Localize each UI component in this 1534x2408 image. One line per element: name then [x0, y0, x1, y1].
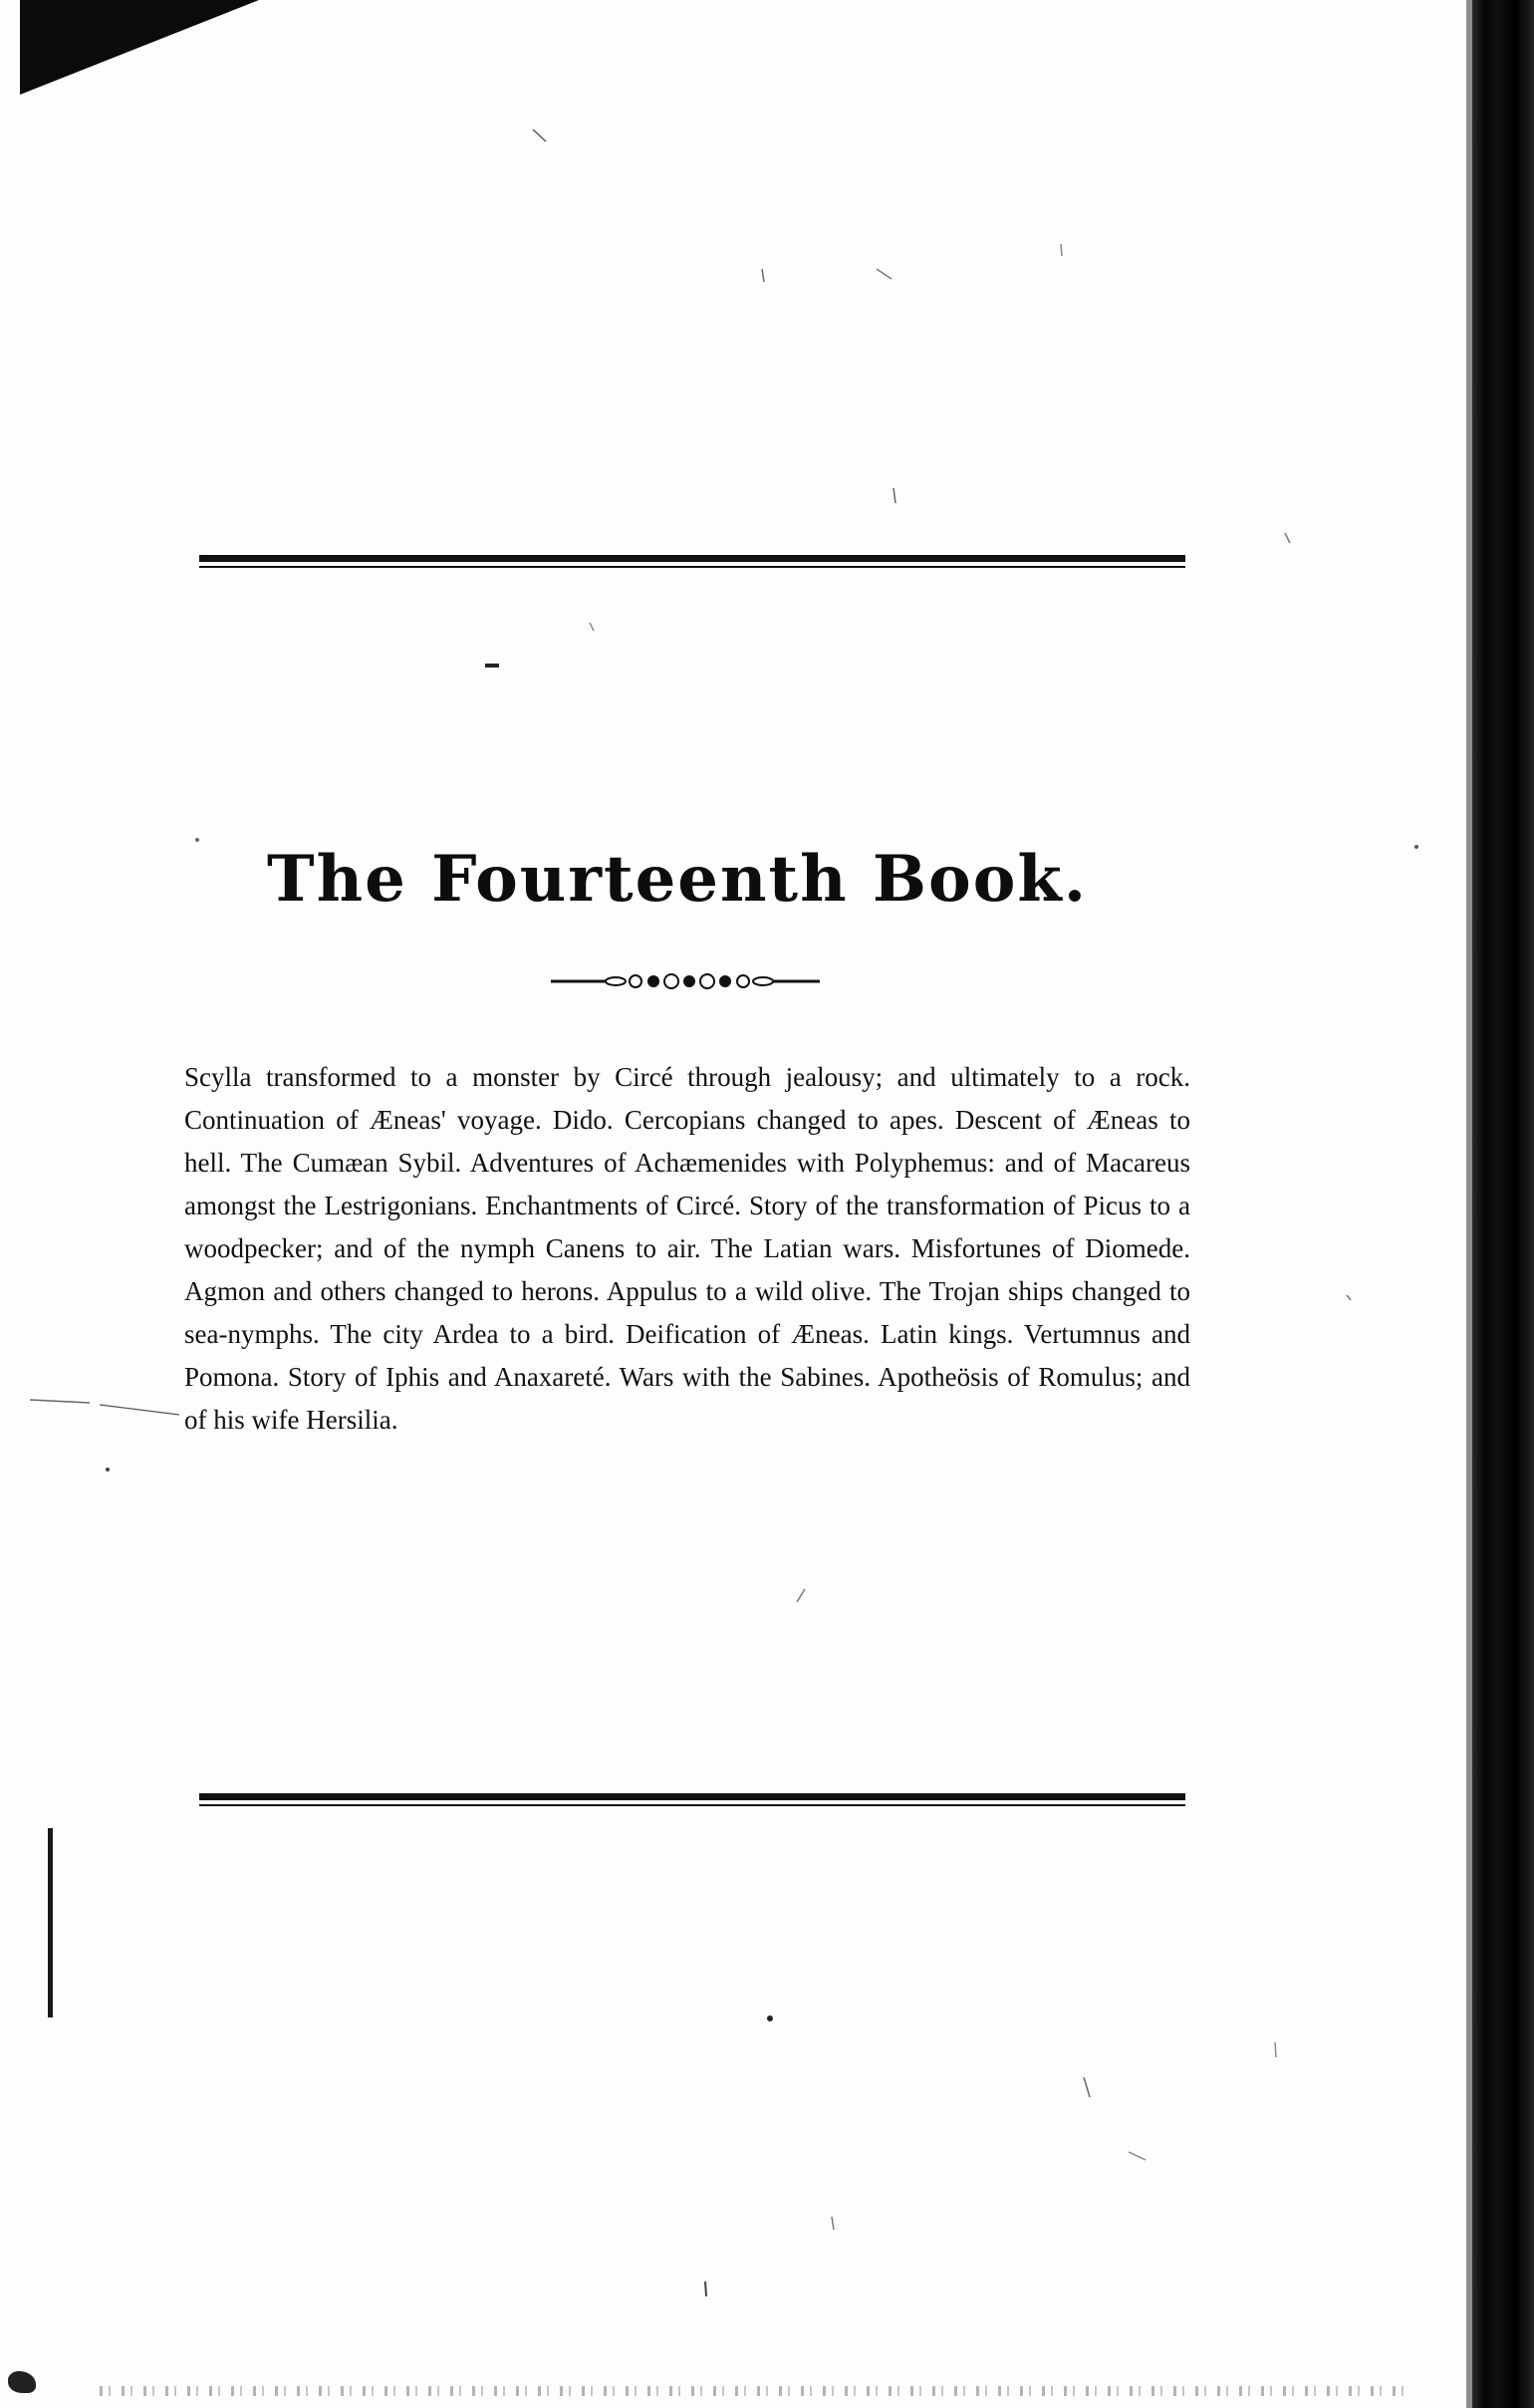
- book-title: The Fourteenth Book.: [266, 842, 1089, 917]
- ornament-icon: [551, 971, 820, 991]
- top-double-rule: [199, 555, 1185, 568]
- stray-dash: [485, 664, 499, 668]
- bottom-rule-thin: [199, 1804, 1185, 1806]
- corner-ink-blot: [20, 0, 259, 95]
- title-ornament: [551, 971, 820, 991]
- bottom-scan-noise: [100, 2386, 1414, 2396]
- left-margin-mark: [48, 1828, 53, 2017]
- top-rule-thin: [199, 566, 1185, 568]
- bottom-ink-blot: [8, 2371, 36, 2393]
- bottom-rule-thick: [199, 1793, 1185, 1800]
- scan-spine-edge: [1472, 0, 1534, 2408]
- top-rule-thick: [199, 555, 1185, 562]
- bottom-double-rule: [199, 1793, 1185, 1806]
- book-argument: Scylla transformed to a monster by Circé through jealousy; and ultimately to a rock. Continuation of Æneas' voyage. Dido. Cercopians changed to apes. Descent of Æneas to hell. The Cumæan Sybil. Adventures of Achæmenides with Polyphemus: and of Macareus amongst the Lestrigonians. Enchantments of Circé. Story of the transformation of Picus to a woodpecker; and of the nymph Canens to air. The Latian wars. Misfortunes of Diomede. Agmon and others changed to herons. Appulus to a wild olive. The Trojan ships changed to sea-nymphs. The city Ardea to a bird. Deification of Æneas. Latin kings. Vertumnus and Pomona. Story of Iphis and Anaxareté. Wars with the Sabines. Apotheösis of Romulus; and of his wife Hersilia.: [184, 1062, 1190, 1435]
